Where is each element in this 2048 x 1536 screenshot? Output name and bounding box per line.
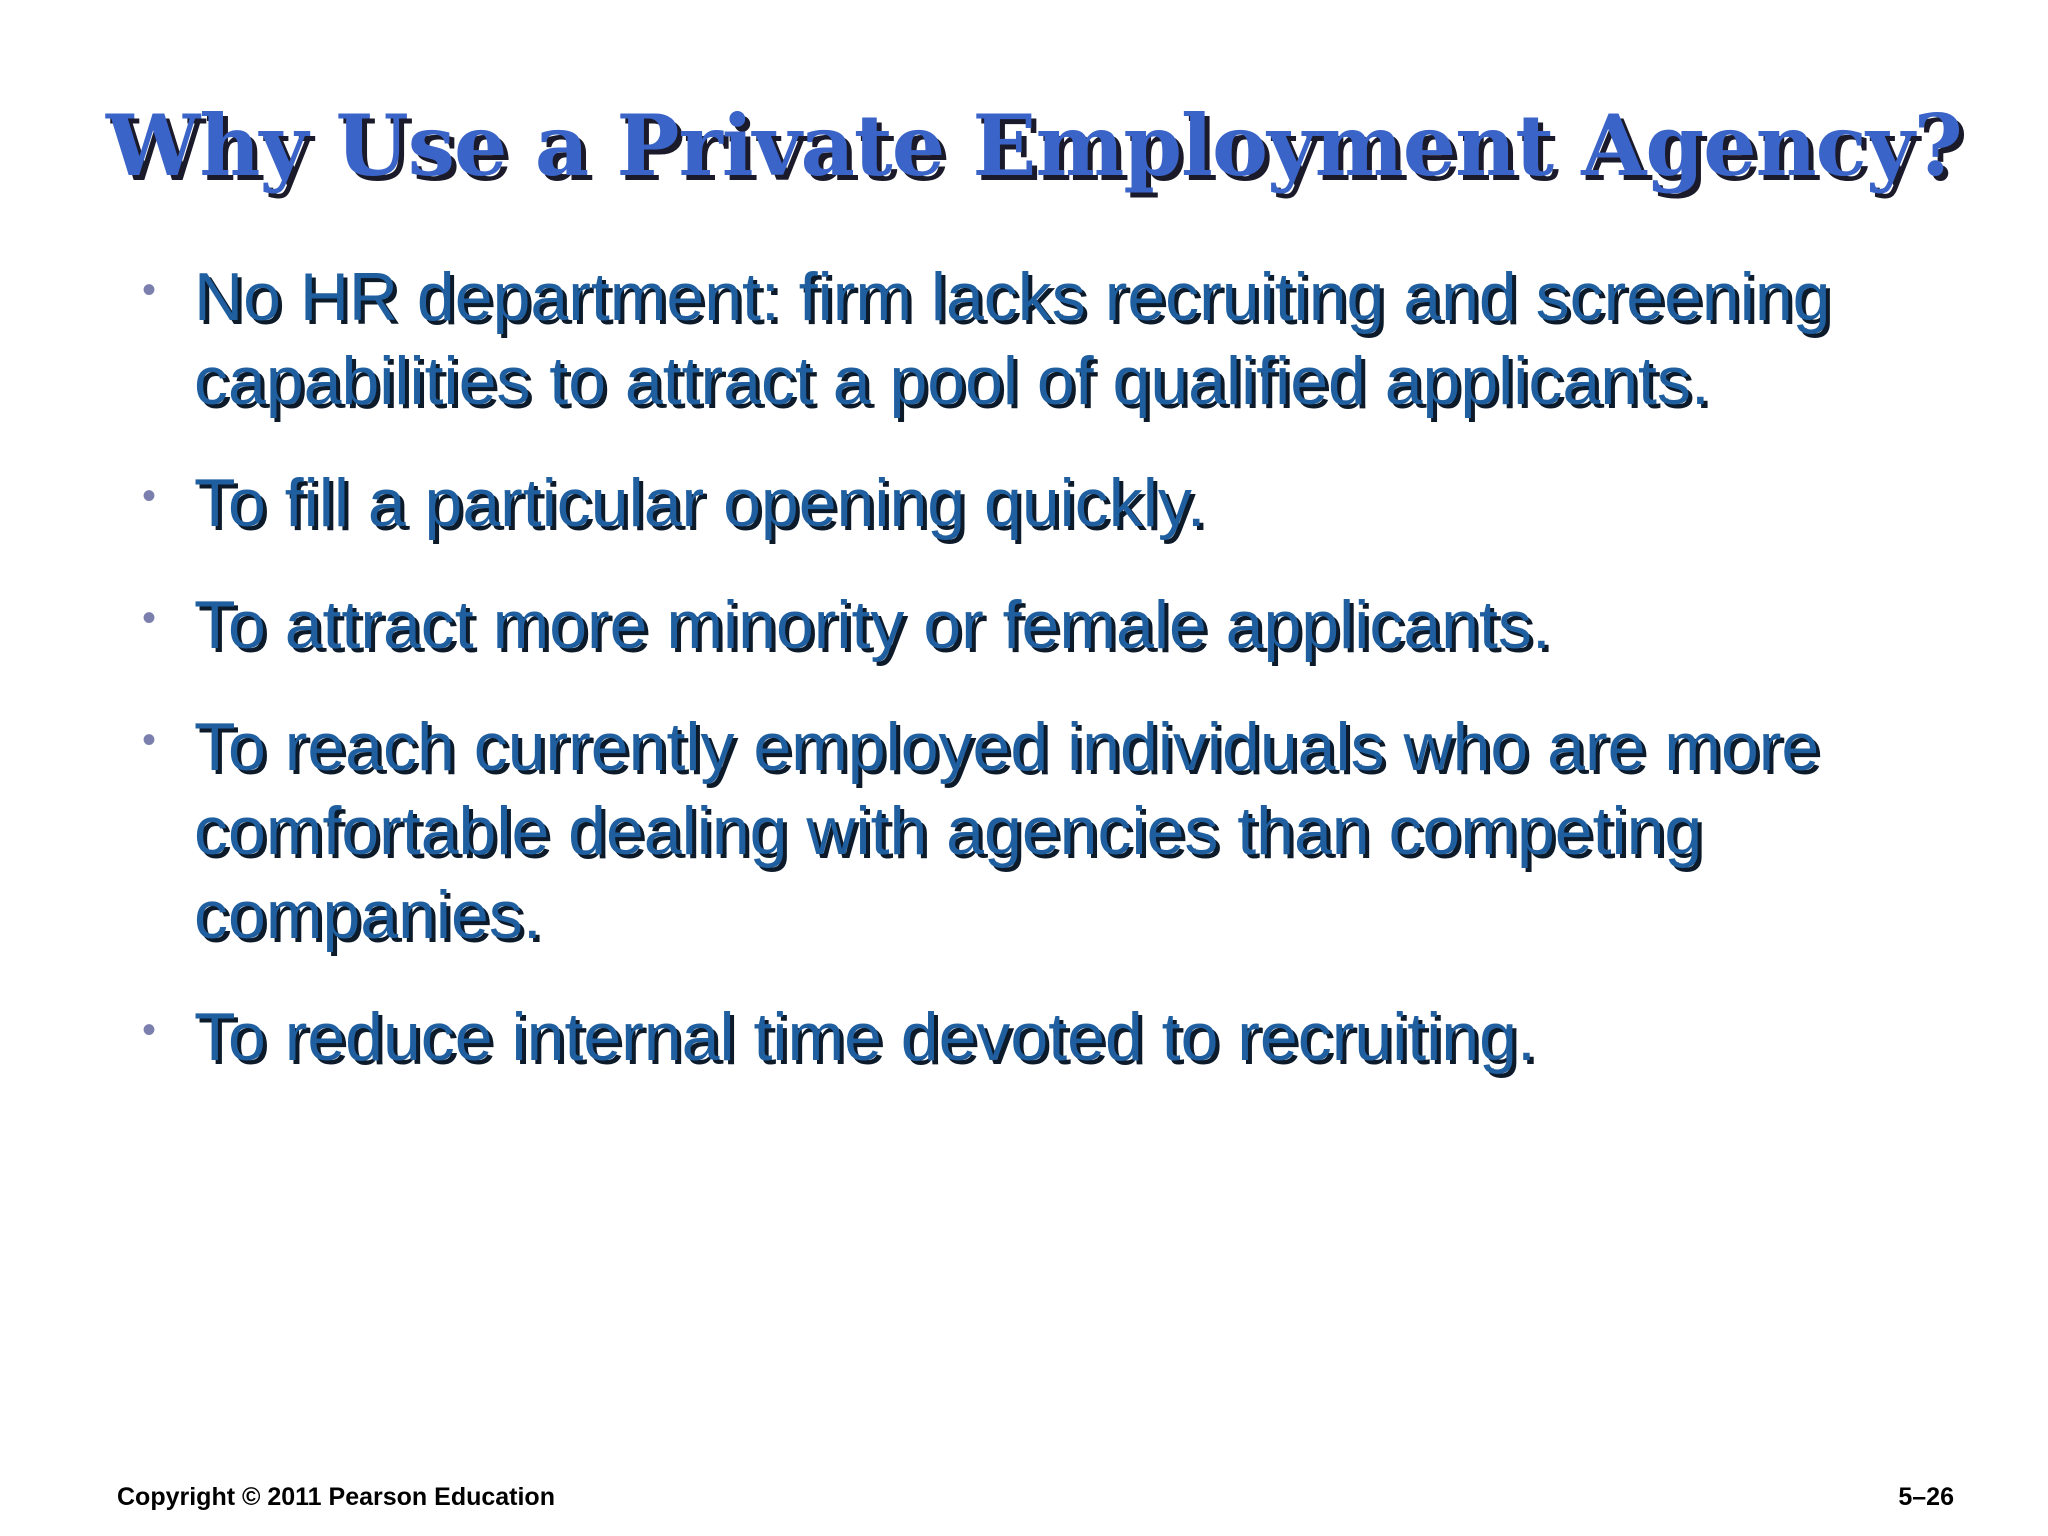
slide-title: Why Use a Private Employment Agency?	[106, 96, 1962, 195]
bullet-item	[142, 705, 1902, 957]
page-number: 5–26	[1898, 1483, 1954, 1511]
bullet-text: To fill a particular opening quickly.	[194, 465, 1206, 541]
bullet-text: To reduce internal time devoted to recruiting.	[194, 999, 1536, 1075]
bullet-item	[142, 255, 1902, 423]
bullet-item	[142, 995, 1902, 1079]
bullet-dot-icon: •	[142, 268, 157, 312]
bullet-list	[142, 255, 1902, 1117]
bullet-text: No HR department: firm lacks recruiting and screening capabilities to attract a pool of qualified applicants.	[194, 259, 1831, 419]
copyright-notice: Copyright © 2011 Pearson Education	[117, 1483, 555, 1511]
bullet-text: To reach currently employed individuals who are more comfortable dealing with agencies than competing companies.	[194, 709, 1820, 953]
bullet-item	[142, 583, 1902, 667]
bullet-text: To attract more minority or female applicants.	[194, 587, 1551, 663]
bullet-dot-icon: •	[142, 718, 157, 762]
bullet-dot-icon: •	[142, 1008, 157, 1052]
bullet-dot-icon: •	[142, 474, 157, 518]
bullet-dot-icon: •	[142, 596, 157, 640]
bullet-item	[142, 461, 1902, 545]
